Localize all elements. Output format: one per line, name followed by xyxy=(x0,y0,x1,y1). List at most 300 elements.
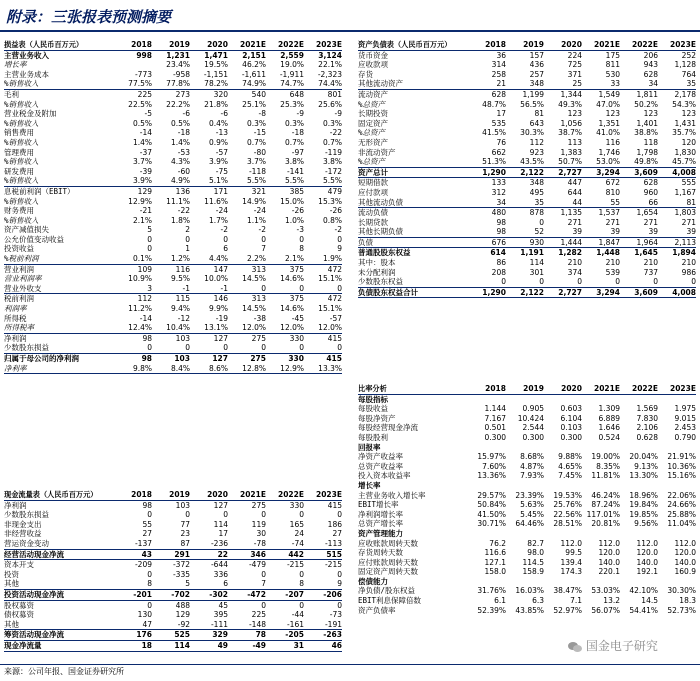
table-row xyxy=(4,109,342,119)
cell-value: 764 xyxy=(681,69,696,79)
cell-value xyxy=(582,443,620,453)
cell-value: 2.1% xyxy=(132,215,152,225)
cell-value: -201 xyxy=(114,589,152,600)
row-label: 每股经营现金净流 xyxy=(358,423,418,433)
table-row xyxy=(4,549,342,560)
cell-value: 21.8% xyxy=(204,99,228,109)
row-label: 归属于母公司的净利润 xyxy=(4,354,79,363)
table-row xyxy=(4,186,342,196)
cell-value: 5.5% xyxy=(228,176,266,186)
cell-value xyxy=(620,529,658,539)
cell-value: 77 xyxy=(180,519,190,529)
cell-value: 12.0% xyxy=(304,323,342,333)
row-label: 少数股东损益 xyxy=(4,343,114,353)
cell-value: -2 xyxy=(258,225,266,235)
table-row xyxy=(4,304,342,314)
cell-value: -8 xyxy=(258,109,266,119)
cell-value: 1,167 xyxy=(674,187,696,197)
row-label: 投资活动现金净流 xyxy=(4,589,114,600)
cell-value: -236 xyxy=(190,539,228,549)
table-row xyxy=(358,258,696,268)
cell-value: 116.6 xyxy=(484,548,506,558)
table-row xyxy=(358,404,696,414)
table-row xyxy=(4,128,342,138)
cell-value: 15.97% xyxy=(477,452,506,462)
cell-value: 78 xyxy=(228,630,266,641)
cell-value: -19 xyxy=(215,313,228,323)
table-row xyxy=(4,620,342,630)
cell-value: 38.8% xyxy=(634,128,658,138)
cell-value: -958 xyxy=(172,69,190,79)
cell-value: 2,151 xyxy=(242,50,266,60)
cell-value: -472 xyxy=(228,589,266,600)
cell-value xyxy=(468,529,506,539)
cell-value: 175 xyxy=(605,50,620,60)
cell-value: 19.53% xyxy=(553,490,582,500)
row-label: 净负债/股东权益 xyxy=(358,586,416,596)
table-row xyxy=(358,109,696,119)
table-row xyxy=(358,227,696,237)
cell-value: 35 xyxy=(658,79,696,89)
cell-value: 41.0% xyxy=(596,128,620,138)
income-statement-table xyxy=(4,40,342,374)
cell-value: 43.85% xyxy=(515,605,544,615)
cell-value: 11.6% xyxy=(204,196,228,206)
cell-value: 8.6% xyxy=(190,364,228,374)
cell-value: 7.45% xyxy=(558,471,582,481)
table-row xyxy=(358,208,696,218)
cell-value: 7.167 xyxy=(484,413,506,423)
cell-value: 0 xyxy=(658,277,696,287)
cell-value: -6 xyxy=(220,109,228,119)
cell-value: 13.2 xyxy=(603,596,620,606)
cell-value: -80 xyxy=(253,147,266,157)
cell-value: 1,798 xyxy=(636,147,658,157)
cell-value: 314 xyxy=(491,60,506,70)
year-header: 2020 xyxy=(544,384,582,394)
cell-value: 41.5% xyxy=(482,128,506,138)
cell-value: 10.424 xyxy=(517,413,544,423)
cell-value: -22 xyxy=(177,206,190,216)
cell-value: 472 xyxy=(327,294,342,304)
cell-value: -215 xyxy=(286,560,304,570)
cell-value xyxy=(620,443,658,453)
cell-value: 130 xyxy=(137,610,152,620)
year-header: 2020 xyxy=(190,40,228,50)
cell-value: -97 xyxy=(291,147,304,157)
cell-value: 123 xyxy=(605,109,620,119)
cell-value: 39 xyxy=(658,227,696,237)
cell-value: 3,124 xyxy=(318,50,342,60)
cell-value: 0.7% xyxy=(246,137,266,147)
cell-value: 525 xyxy=(152,630,190,641)
cell-value: 1,199 xyxy=(522,89,544,99)
cell-value: 103 xyxy=(175,500,190,510)
table-row xyxy=(4,244,342,254)
cell-value: -113 xyxy=(304,539,342,549)
row-label: 长期贷款 xyxy=(358,217,388,227)
table-row xyxy=(4,630,342,641)
cell-value: 210 xyxy=(681,258,696,268)
cell-value: 14.6% xyxy=(280,274,304,284)
cell-value: 1,803 xyxy=(674,208,696,218)
row-label: 投入资本收益率 xyxy=(358,471,411,481)
cell-value: 801 xyxy=(327,89,342,99)
table-row xyxy=(358,491,696,501)
row-label: 税前利润 xyxy=(4,294,34,304)
row-label: 其他长期负债 xyxy=(358,227,468,237)
cell-value: 22.2% xyxy=(166,99,190,109)
cell-value: 0 xyxy=(304,284,342,294)
cell-value: 271 xyxy=(643,217,658,227)
row-label: %销售收入 xyxy=(4,196,39,206)
row-label: 每股股利 xyxy=(358,432,388,442)
cell-value: 0 xyxy=(261,569,266,579)
cell-value: 0.905 xyxy=(522,404,544,414)
cell-value: -1 xyxy=(152,284,190,294)
row-label: 现金净流量 xyxy=(4,640,114,651)
cell-value: 98 xyxy=(142,333,152,343)
cell-value: 7 xyxy=(228,579,266,589)
wechat-icon xyxy=(568,641,582,653)
cell-value: 672 xyxy=(605,178,620,188)
cell-value: 146 xyxy=(213,294,228,304)
cell-value: 0.300 xyxy=(484,432,506,442)
cell-value: 643 xyxy=(529,118,544,128)
cell-value: 34 xyxy=(468,198,506,208)
cell-value: 1.309 xyxy=(598,404,620,414)
cell-value: -215 xyxy=(324,560,342,570)
cell-value: 2.453 xyxy=(674,423,696,433)
table-row xyxy=(358,218,696,228)
cell-value: 9.5% xyxy=(170,274,190,284)
row-label: 其他 xyxy=(4,579,114,589)
row-label: 流动负债 xyxy=(358,208,388,218)
cell-value: 116 xyxy=(175,264,190,274)
table-row xyxy=(4,167,342,177)
cell-value: 15.3% xyxy=(318,196,342,206)
cell-value: 43 xyxy=(114,549,152,560)
cell-value: 1.4% xyxy=(170,137,190,147)
cell-value: 49.8% xyxy=(620,157,658,167)
cell-value: -1 xyxy=(190,284,228,294)
cell-value: 39 xyxy=(582,227,620,237)
cell-value: 116 xyxy=(605,137,620,147)
cell-value: 46.24% xyxy=(591,490,620,500)
table-row xyxy=(358,606,696,616)
cell-value: 330 xyxy=(288,354,304,363)
cell-value xyxy=(582,394,620,404)
cell-value: 1,344 xyxy=(560,89,582,99)
cell-value: 614 xyxy=(490,248,506,258)
table-row xyxy=(4,89,342,99)
cell-value: 11.2% xyxy=(128,304,152,314)
year-header: 2019 xyxy=(152,40,190,50)
cell-value: 160.9 xyxy=(674,567,696,577)
cell-value: 31.76% xyxy=(477,586,506,596)
cell-value: 98 xyxy=(142,500,152,510)
row-label: 资产总计 xyxy=(358,167,468,178)
cell-value xyxy=(658,481,696,491)
cell-value: 271 xyxy=(567,217,582,227)
row-label: 筹资活动现金净流 xyxy=(4,630,114,641)
row-label: 投资 xyxy=(4,569,19,579)
cell-value: 22.06% xyxy=(667,490,696,500)
cell-value: -14 xyxy=(139,313,152,323)
cell-value: 330 xyxy=(289,500,304,510)
cell-value: -57 xyxy=(329,313,342,323)
cell-value: 11.81% xyxy=(591,471,620,481)
row-label: 资产管理能力 xyxy=(358,528,403,538)
row-label: 增长率 xyxy=(4,60,27,70)
table-row xyxy=(358,481,696,491)
cell-value: 34 xyxy=(620,79,658,89)
row-label: 回报率 xyxy=(358,442,381,452)
cell-value: 114.5 xyxy=(522,557,544,567)
cell-value: 0.7% xyxy=(284,137,304,147)
cell-value: 2,122 xyxy=(506,167,544,178)
cell-value: 127 xyxy=(212,354,228,363)
row-label: %销售收入 xyxy=(4,215,39,225)
year-header: 2020 xyxy=(544,40,582,50)
cell-value: 662 xyxy=(491,147,506,157)
cell-value: -37 xyxy=(139,147,152,157)
cell-value: 4.3% xyxy=(170,157,190,167)
cell-value: 127 xyxy=(213,500,228,510)
cell-value: 9.4% xyxy=(170,304,190,314)
row-label: 少数股东权益 xyxy=(358,277,468,287)
cell-value xyxy=(468,394,506,404)
cell-value: 0.603 xyxy=(560,404,582,414)
cell-value: -73 xyxy=(329,610,342,620)
cell-value: 291 xyxy=(152,549,190,560)
cell-value: 171 xyxy=(213,186,228,196)
cell-value: -335 xyxy=(172,569,190,579)
cell-value: 224 xyxy=(567,50,582,60)
cell-value: 11.04% xyxy=(667,519,696,529)
cell-value: 0 xyxy=(228,343,266,353)
table-row xyxy=(4,589,342,600)
table-row xyxy=(358,138,696,148)
cell-value: 0 xyxy=(223,234,228,244)
cell-value: 19.0% xyxy=(280,60,304,70)
year-header: 2022E xyxy=(620,384,658,394)
cell-value: 0 xyxy=(539,217,544,227)
cell-value: 49 xyxy=(190,640,228,651)
cell-value: 81 xyxy=(658,198,696,208)
row-label: 偿债能力 xyxy=(358,576,388,586)
cell-value: 346 xyxy=(228,549,266,560)
cell-value: 47.0% xyxy=(596,99,620,109)
cell-value: 98 xyxy=(496,217,506,227)
cell-value: 86 xyxy=(496,258,506,268)
row-label: %总资产 xyxy=(358,128,386,138)
table-row xyxy=(358,577,696,587)
row-label: 销售费用 xyxy=(4,128,34,138)
cell-value: 82.7 xyxy=(527,538,544,548)
cell-value: -372 xyxy=(172,560,190,570)
cell-value: 103 xyxy=(175,333,190,343)
cell-value: 42.10% xyxy=(629,586,658,596)
row-label: 非现金支出 xyxy=(4,519,42,529)
cell-value: 220.1 xyxy=(598,567,620,577)
cell-value: 9.13% xyxy=(634,461,658,471)
cell-value: 321 xyxy=(251,186,266,196)
table-row xyxy=(358,157,696,167)
table-row xyxy=(4,579,342,589)
cell-value: 2,122 xyxy=(506,287,544,298)
cell-value: 9.015 xyxy=(674,413,696,423)
cell-value: 35.7% xyxy=(672,128,696,138)
cell-value: 28.51% xyxy=(553,519,582,529)
cell-value: 208 xyxy=(491,267,506,277)
cell-value xyxy=(506,577,544,587)
row-label: 净资产收益率 xyxy=(358,452,403,462)
cell-value: 123 xyxy=(643,109,658,119)
cell-value: 1,811 xyxy=(636,89,658,99)
cell-value: 120.0 xyxy=(636,548,658,558)
cell-value: 17 xyxy=(496,109,506,119)
cell-value: -24 xyxy=(215,206,228,216)
cell-value: 2 xyxy=(185,225,190,235)
cell-value: -111 xyxy=(190,620,228,630)
cell-value: 14.5% xyxy=(242,274,266,284)
cell-value: 488 xyxy=(175,600,190,610)
cell-value: 0 xyxy=(468,277,506,287)
cell-value: 2,113 xyxy=(658,237,696,248)
year-header: 2021E xyxy=(228,40,266,50)
cell-value: 2,178 xyxy=(674,89,696,99)
cell-value: 3.8% xyxy=(322,157,342,167)
cell-value: 22.56% xyxy=(553,509,582,519)
cell-value: 1.975 xyxy=(674,404,696,414)
cell-value xyxy=(582,529,620,539)
cell-value: 0.790 xyxy=(674,432,696,442)
cell-value: 312 xyxy=(491,187,506,197)
cell-value: 3 xyxy=(114,284,152,294)
cell-value: 737 xyxy=(643,267,658,277)
cell-value: 0 xyxy=(190,343,228,353)
cell-value: 0 xyxy=(152,343,190,353)
row-label: 无形资产 xyxy=(358,137,388,147)
cell-value: -12 xyxy=(177,313,190,323)
cell-value: 7 xyxy=(261,244,266,254)
cell-value: 5.1% xyxy=(190,176,228,186)
row-label: 应付款项 xyxy=(358,187,388,197)
cell-value: 50.7% xyxy=(544,157,582,167)
cell-value: 13.36% xyxy=(477,471,506,481)
table-row xyxy=(358,167,696,178)
footer-rule xyxy=(0,664,700,665)
cell-value: 5 xyxy=(147,225,152,235)
cell-value: -2,323 xyxy=(317,69,342,79)
cell-value: 18.96% xyxy=(629,490,658,500)
row-label: 投资收益 xyxy=(4,244,34,254)
table-row xyxy=(4,148,342,158)
cell-value: -702 xyxy=(152,589,190,600)
cell-value: 25.88% xyxy=(667,509,696,519)
row-label: %销售收入 xyxy=(4,176,114,186)
cell-value: 2.1% xyxy=(266,254,304,264)
row-label: %销售收入 xyxy=(4,99,39,109)
table-row xyxy=(4,600,342,610)
cell-value: -13 xyxy=(215,128,228,138)
table-row xyxy=(4,225,342,235)
cell-value: 120 xyxy=(681,137,696,147)
cell-value: 44 xyxy=(544,198,582,208)
cell-value: -57 xyxy=(215,147,228,157)
cell-value: 540 xyxy=(251,89,266,99)
row-label: 经营活动现金净流 xyxy=(4,549,114,560)
table-row xyxy=(358,510,696,520)
year-header: 2022E xyxy=(266,40,304,50)
year-header: 2018 xyxy=(468,384,506,394)
cell-value: 1,431 xyxy=(674,118,696,128)
cell-value: 30.71% xyxy=(477,519,506,529)
cell-value: 76.2 xyxy=(489,538,506,548)
cell-value: 275 xyxy=(250,354,266,363)
table-row xyxy=(4,176,342,186)
cell-value: 1,645 xyxy=(634,248,658,258)
table-row xyxy=(4,364,342,374)
cell-value xyxy=(506,529,544,539)
cell-value: 50.84% xyxy=(477,500,506,510)
table-row xyxy=(358,443,696,453)
table-row xyxy=(358,188,696,198)
table-row xyxy=(4,79,342,89)
cell-value: 25.3% xyxy=(280,99,304,109)
cell-value: 0.3% xyxy=(322,118,342,128)
year-header: 2022E xyxy=(620,40,658,50)
cell-value: 7.1 xyxy=(570,596,582,606)
cell-value: 0 xyxy=(185,510,190,520)
row-label: 资产减值损失 xyxy=(4,225,49,235)
cell-value: 50.2% xyxy=(634,99,658,109)
row-label: 主营业务收入 xyxy=(4,50,49,60)
year-header: 2018 xyxy=(114,490,152,500)
cell-value: 447 xyxy=(567,178,582,188)
cell-value: 0.628 xyxy=(636,432,658,442)
table-row xyxy=(4,138,342,148)
table-row xyxy=(4,254,342,264)
row-label: 应收款项 xyxy=(358,60,388,70)
cell-value: 99.5 xyxy=(565,548,582,558)
cell-value: 120.0 xyxy=(674,548,696,558)
cell-value xyxy=(544,443,582,453)
cell-value: 0.8% xyxy=(322,215,342,225)
table-row xyxy=(358,148,696,158)
cell-value: 123 xyxy=(681,109,696,119)
cell-value: 14.9% xyxy=(242,196,266,206)
cell-value: 3.7% xyxy=(246,157,266,167)
cell-value: 120.0 xyxy=(598,548,620,558)
cell-value: 2.106 xyxy=(636,423,658,433)
cell-value: 6.889 xyxy=(598,413,620,423)
cell-value: 385 xyxy=(289,186,304,196)
row-label: 负债 xyxy=(358,237,468,248)
cell-value: 54.41% xyxy=(629,605,658,615)
cell-value: 9.9% xyxy=(208,304,228,314)
cell-value: 74.7% xyxy=(266,79,304,89)
cell-value: 0.5% xyxy=(132,118,152,128)
cell-value: 0.3% xyxy=(246,118,266,128)
cell-value: -26 xyxy=(329,206,342,216)
cell-value: -644 xyxy=(210,560,228,570)
year-header: 2023E xyxy=(658,40,696,50)
cell-value: 1,351 xyxy=(598,118,620,128)
table-row xyxy=(4,235,342,245)
table-row xyxy=(358,268,696,278)
